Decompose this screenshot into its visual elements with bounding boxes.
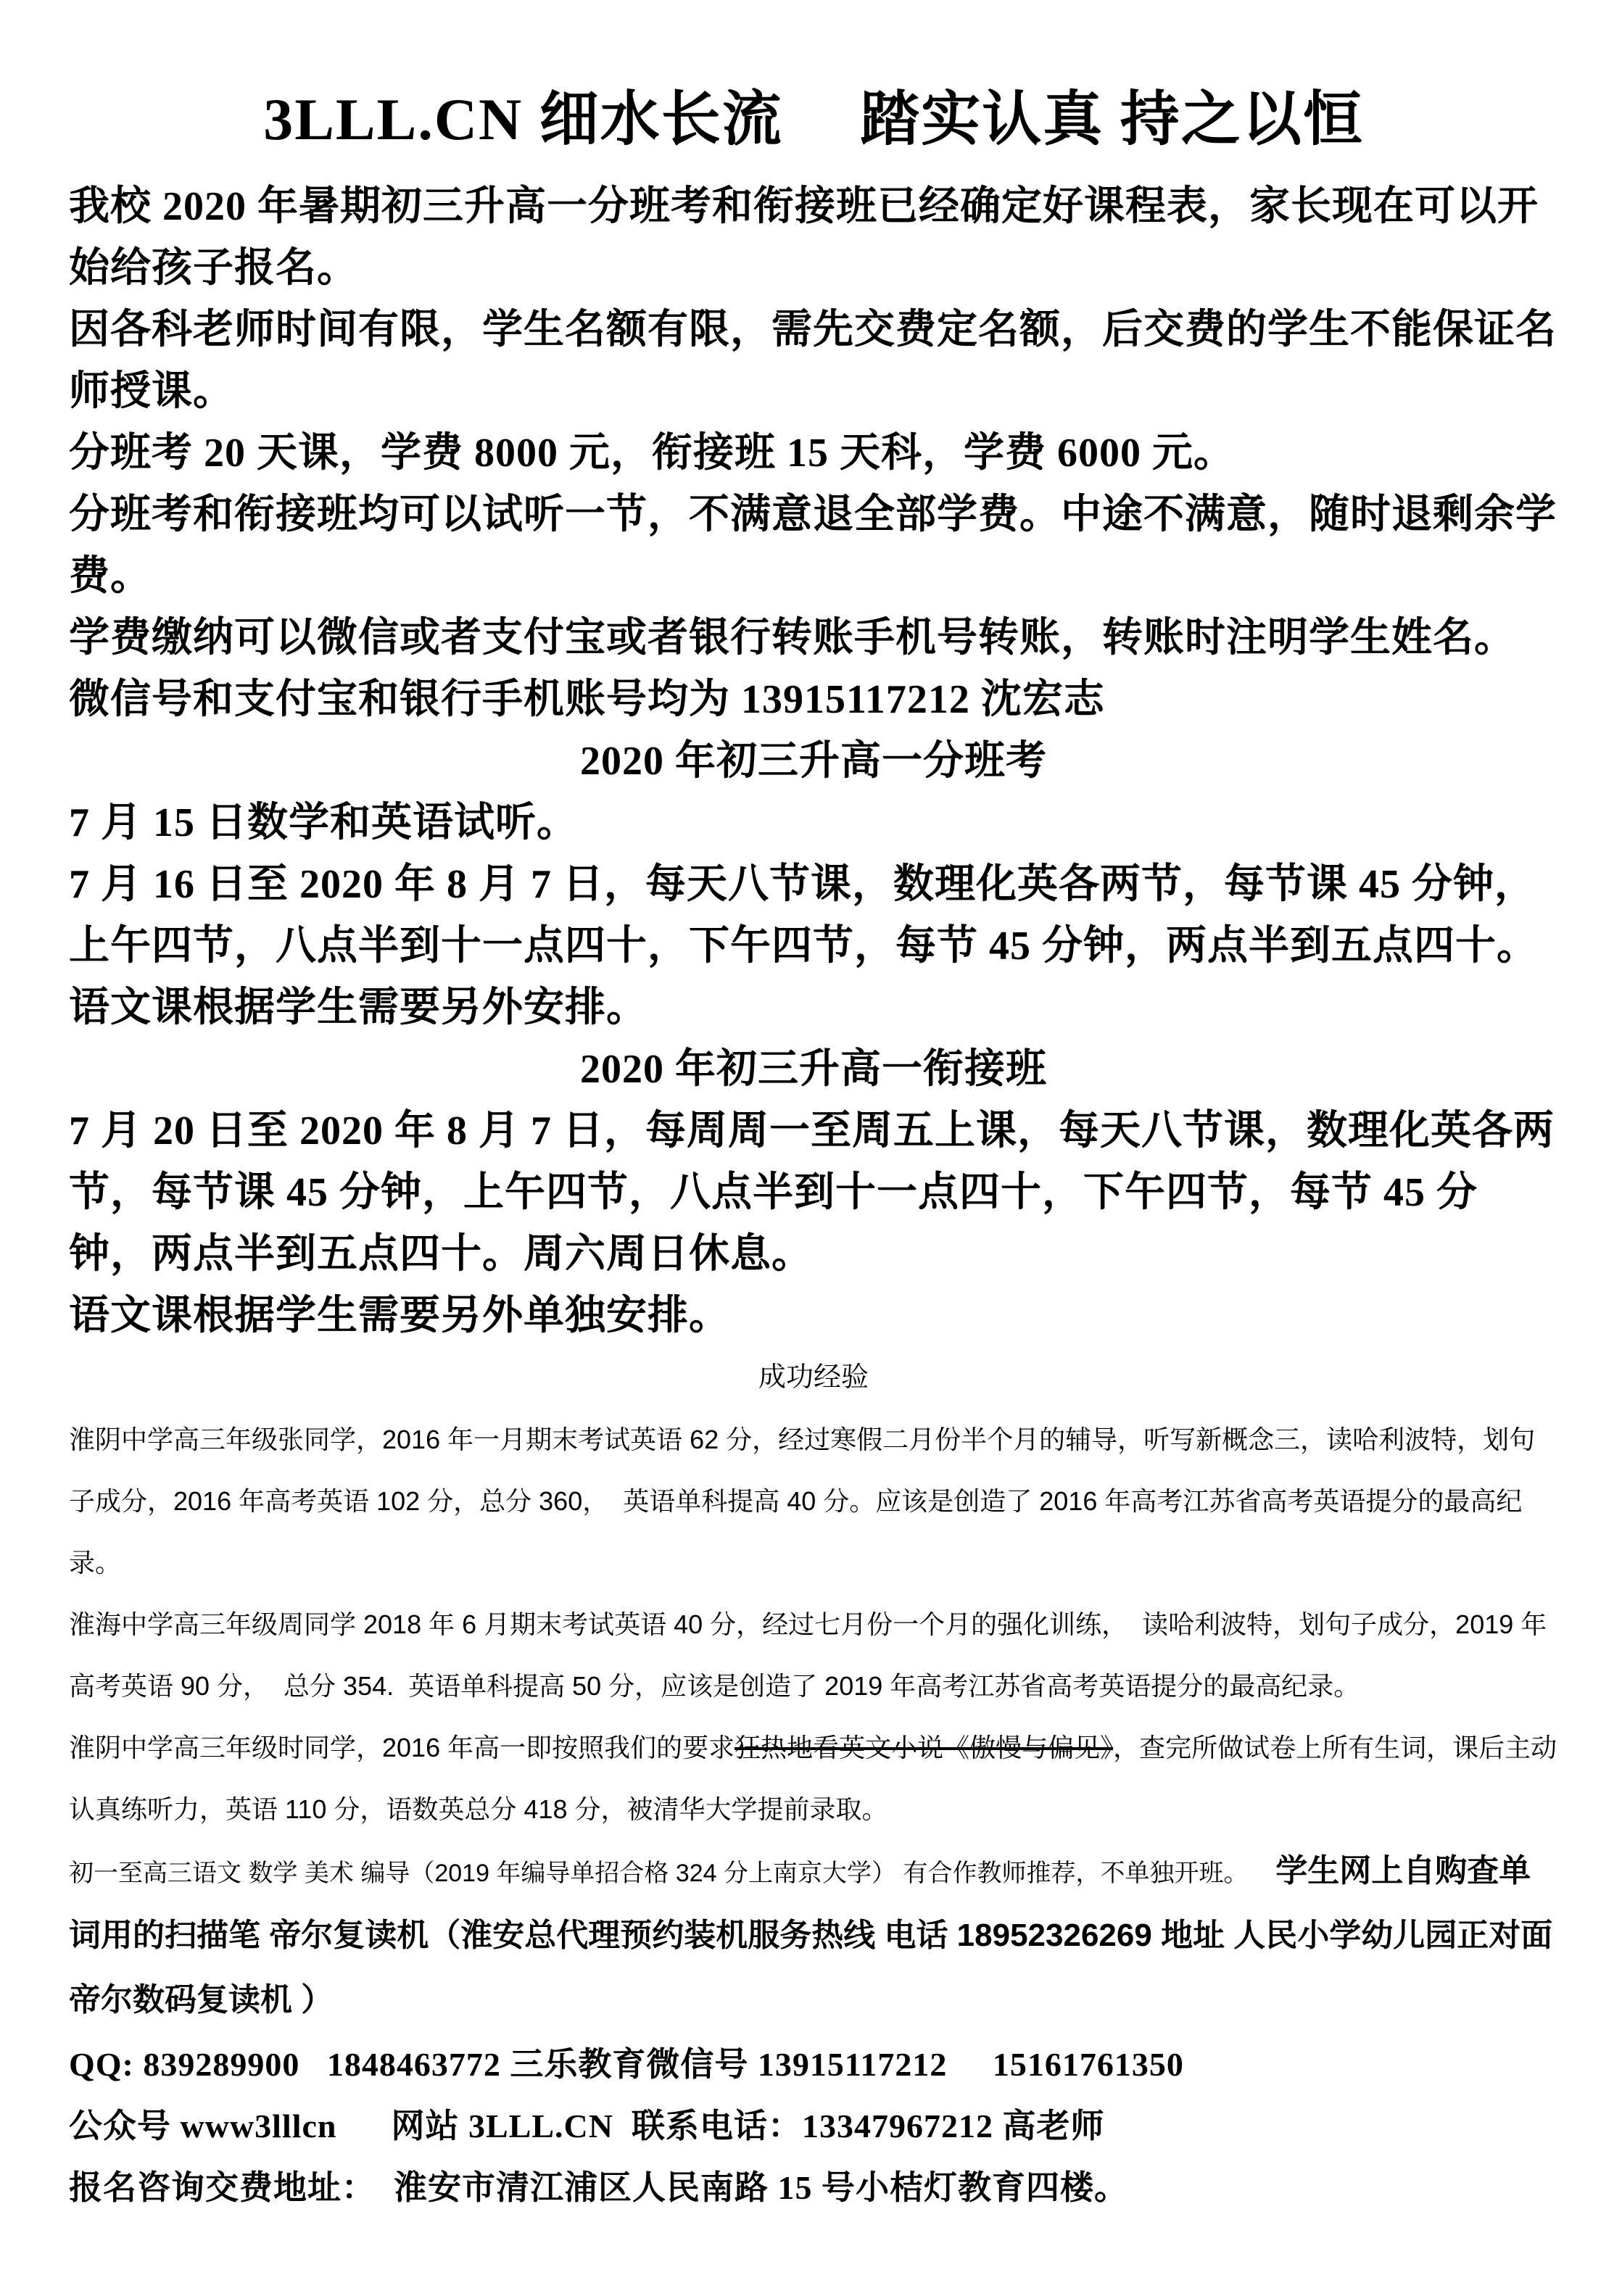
page-title: 3LLL.CN 细水长流 踏实认真 持之以恒 (263, 86, 1364, 152)
intro-paragraph-6: 微信号和支付宝和银行手机账号均为 13915117212 沈宏志 (69, 677, 1105, 722)
placement-exam-heading: 2020 年初三升高一分班考 (580, 739, 1047, 784)
success-story-3-before-strike: 淮阴中学高三年级时同学，2016 年高一即按照我们的要求 (69, 1733, 735, 1762)
success-stories-heading: 成功经验 (758, 1362, 869, 1393)
contact-address-line: 报名咨询交费地址： 淮安市清江浦区人民南路 15 号小桔灯教育四楼。 (69, 2169, 1128, 2206)
contact-qq-line: QQ: 839289900 1848463772 三乐教育微信号 13915117212 15161761350 (69, 2046, 1184, 2083)
placement-exam-paragraph-1: 7 月 15 日数学和英语试听。 (69, 800, 578, 845)
intro-paragraph-3: 分班考 20 天课，学费 8000 元，衔接班 15 天科，学费 6000 元。 (69, 431, 1235, 476)
courses-offering-text: 初一至高三语文 数学 美术 编导（2019 年编导单招合格 324 分上南京大学） 有合作教师推荐，不单独开班。 (69, 1860, 1276, 1887)
contact-site-line: 公众号 www3lllcn 网站 3LLL.CN 联系电话：13347967212 高老师 (69, 2108, 1105, 2144)
success-story-3 (69, 1717, 1558, 1840)
success-story-1: 淮阴中学高三年级张同学，2016 年一月期末考试英语 62 分，经过寒假二月份半个月的辅导，听写新概念三，读哈利波特，划句子成分，2016 年高考英语 102 分，总分 360， 英语单科提高 40 分。应该是创造了 2016 年高考江苏省高考英语提分的最高纪录。 (69, 1425, 1536, 1578)
success-story-3-after-strike: ，查完所做试卷上所有生词，课后主动认真练听力，英语 110 分，语数英总分 418 分，被清华大学提前录取。 (69, 1733, 1557, 1824)
success-story-3-struck-text: 狂热地看英文小说《傲慢与偏见》 (735, 1733, 1114, 1762)
intro-paragraph-4: 分班考和衔接班均可以试听一节，不满意退全部学费。中途不满意，随时退剩余学费。 (69, 492, 1557, 599)
placement-exam-paragraph-3: 语文课根据学生需要另外安排。 (69, 985, 647, 1030)
intro-paragraph-1: 我校 2020 年暑期初三升高一分班考和衔接班已经确定好课程表，家长现在可以开始给孩子报名。 (69, 184, 1539, 291)
intro-paragraph-5: 学费缴纳可以微信或者支付宝或者银行转账手机号转账，转账时注明学生姓名。 (69, 616, 1515, 660)
intro-paragraph-2: 因各科老师时间有限，学生名额有限，需先交费定名额，后交费的学生不能保证名师授课。 (69, 307, 1557, 414)
bridge-class-paragraph-1: 7 月 20 日至 2020 年 8 月 7 日，每周周一至周五上课，每天八节课，数理化英各两节，每节课 45 分钟，上午四节，八点半到十一点四十，下午四节，每节 45 分钟，两点半到五点四十。周六周日休息。 (69, 1108, 1555, 1277)
scanner-pen-notice-text: 学生网上自购查单词用的扫描笔 帝尔复读机（淮安总代理预约装机服务热线 电话 18952326269 地址 人民小学幼儿园正对面帝尔数码复读机 ） (69, 1853, 1553, 2018)
courses-paragraph (69, 1840, 1558, 2034)
placement-exam-paragraph-2: 7 月 16 日至 2020 年 8 月 7 日，每天八节课，数理化英各两节，每节课 45 分钟，上午四节，八点半到十一点四十，下午四节，每节 45 分钟，两点半到五点四十。 (69, 862, 1538, 969)
success-story-2: 淮海中学高三年级周同学 2018 年 6 月期末考试英语 40 分，经过七月份一个月的强化训练， 读哈利波特，划句子成分，2019 年高考英语 90 分， 总分 354. 英语单科提高 50 分，应该是创造了 2019 年高考江苏省高考英语提分的最高纪录。 (69, 1609, 1547, 1701)
bridge-class-paragraph-2: 语文课根据学生需要另外单独安排。 (69, 1293, 730, 1338)
bridge-class-heading: 2020 年初三升高一衔接班 (580, 1047, 1047, 1092)
